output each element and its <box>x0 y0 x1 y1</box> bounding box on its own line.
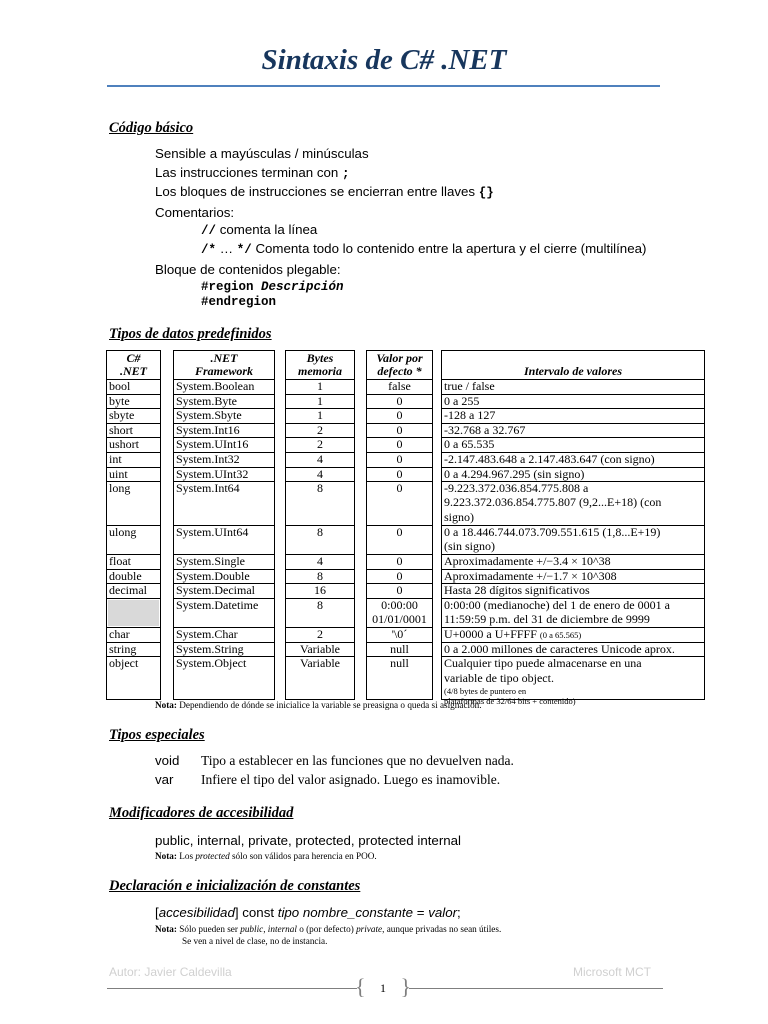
cell-range-line: 11:59:59 p.m. del 31 de diciembre de 9999 <box>444 612 650 627</box>
comment-dots: … <box>219 241 234 256</box>
cell-range-line: 9.223.372.036.854.775.807 (9,2...E+18) (con <box>444 495 662 510</box>
cell-default-value <box>367 467 432 481</box>
column-cs <box>106 350 161 700</box>
cell-framework-type: System.Byte <box>176 393 238 408</box>
basic-line-terminator-text: Las instrucciones terminan con <box>155 165 339 180</box>
cell-default-value-line: 0 <box>396 408 403 423</box>
cell-range-line <box>444 627 704 642</box>
cell-default-value <box>367 627 432 641</box>
const-accessibility: accesibilidad <box>158 905 235 920</box>
cell-cs-type: decimal <box>109 583 147 598</box>
cell-cs-type: uint <box>109 466 128 481</box>
cell-default-value-line: 01/01/0001 <box>372 612 427 627</box>
page-title: Sintaxis de C# .NET <box>261 44 507 76</box>
cell-range-line: -9.223.372.036.854.775.808 a <box>444 481 589 496</box>
cell-range-line: (sin signo) <box>444 539 495 554</box>
cell-framework-type: System.UInt32 <box>176 466 249 481</box>
cell-range <box>442 481 704 524</box>
cell-range-line: 0 a 65.535 <box>444 437 495 452</box>
cell-bytes: Variable <box>300 641 340 656</box>
cell-framework-type: System.Sbyte <box>176 408 242 423</box>
cell-default-value <box>367 525 432 539</box>
header-bytes-line1: Bytes <box>306 351 334 365</box>
header-bytes <box>286 351 354 380</box>
cell-default-value-line: 0 <box>396 452 403 466</box>
special-var-keyword: var <box>155 772 174 787</box>
region-description: Descripción <box>261 280 344 294</box>
cell-default-value-line: '\0´ <box>391 627 408 642</box>
cell-cs-type: ushort <box>109 437 139 452</box>
cell-framework-type: System.Boolean <box>176 379 255 393</box>
cell-framework-type: System.UInt16 <box>176 437 249 452</box>
cell-cs-type: char <box>109 627 130 642</box>
cell-range-small-line: (4/8 bytes de puntero en <box>444 685 527 696</box>
basic-line-region: Bloque de contenidos plegable: <box>155 262 341 277</box>
region-keyword: #region <box>201 280 254 294</box>
cell-default-value-line: 0 <box>396 437 403 452</box>
comment-multi-line <box>201 241 646 257</box>
footer-author: Autor: Javier Caldevilla <box>109 965 232 979</box>
page-number: 1 <box>380 981 386 995</box>
cell-default-value <box>367 598 432 627</box>
cell-default-value-line: 0 <box>396 583 403 598</box>
access-modifiers-list: public, internal, private, protected, protected internal <box>155 833 462 848</box>
const-note-public: public <box>240 924 264 934</box>
cell-default-value <box>367 452 432 466</box>
header-default-line1: Valor por <box>376 351 423 365</box>
cell-framework-type: System.Object <box>176 656 247 671</box>
const-note-comma: , <box>263 924 266 934</box>
heading-special: Tipos especiales <box>109 727 205 743</box>
cell-default-value-line: 0 <box>396 393 403 408</box>
basic-line-blocks-text: Los bloques de instrucciones se encierran entre llaves <box>155 184 476 199</box>
cell-cs-type: bool <box>109 379 131 393</box>
const-signature: tipo nombre_constante <box>277 905 414 920</box>
column-default <box>366 350 433 700</box>
cell-bytes: 4 <box>317 466 323 481</box>
cell-cs-type: float <box>109 554 131 569</box>
cell-default-value <box>367 379 432 393</box>
cell-bytes: 1 <box>317 393 323 408</box>
heading-consts: Declaración e inicialización de constantes <box>109 878 361 894</box>
row-divider <box>107 598 160 599</box>
page-bracket-right: } <box>400 974 411 999</box>
special-void-keyword: void <box>155 753 180 768</box>
comment-single-code: // <box>201 224 217 238</box>
basic-line-comments: Comentarios: <box>155 205 235 220</box>
braces-code: {} <box>478 186 494 200</box>
page-bracket-left: { <box>355 974 366 999</box>
column-framework <box>173 350 275 700</box>
region-end: #endregion <box>201 295 277 309</box>
special-void-text: Tipo a establecer en las funciones que no devuelven nada. <box>201 753 514 768</box>
cell-range <box>442 525 704 554</box>
cell-range-line: Aproximadamente +/−3.4 × 10^38 <box>444 554 611 569</box>
cell-bytes: 8 <box>317 481 323 496</box>
cell-range-line: Hasta 28 dígitos significativos <box>444 583 590 598</box>
cell-bytes: Variable <box>300 656 340 671</box>
cell-range-small-line: plataformas de 32/64 bits + contenido) <box>444 695 576 706</box>
const-syntax <box>155 905 461 920</box>
cell-range <box>442 394 704 408</box>
cell-range <box>442 467 704 481</box>
const-equals: = <box>416 905 425 920</box>
header-range: Intervalo de valores <box>524 364 622 378</box>
cell-range <box>442 423 704 437</box>
cell-framework-type: System.String <box>176 641 244 656</box>
cell-default-value <box>367 481 432 495</box>
cell-default-value-line: null <box>390 641 409 656</box>
cell-framework-type: System.Int16 <box>176 422 240 437</box>
page-number-box <box>357 976 409 1000</box>
cell-default-value <box>367 642 432 656</box>
cell-range <box>442 437 704 451</box>
const-rbracket: ] <box>234 905 239 920</box>
comment-single-line <box>201 222 317 238</box>
cell-framework-type: System.Decimal <box>176 583 255 598</box>
const-note-private: private <box>356 924 383 934</box>
cell-framework-type: System.Int32 <box>176 452 240 466</box>
cell-default-value-line: 0 <box>396 554 403 569</box>
basic-line-blocks <box>155 184 494 200</box>
cell-range-line: Cualquier tipo puede almacenarse en una <box>444 656 642 671</box>
comment-open-code: /* <box>201 243 217 257</box>
cell-range-line: 0 a 18.446.744.073.709.551.615 (1,8...E+19) <box>444 525 661 539</box>
special-var-text: Infiere el tipo del valor asignado. Luego es inamovible. <box>201 772 501 787</box>
cell-cs-type: sbyte <box>109 408 135 423</box>
cell-framework-type: System.Int64 <box>176 481 240 496</box>
cell-range <box>442 642 704 656</box>
cell-range-text: U+0000 a U+FFFF <box>444 627 537 642</box>
const-note-internal: internal <box>267 924 297 934</box>
access-note-em: protected <box>195 851 230 861</box>
const-note-line1 <box>155 924 501 934</box>
cell-cs-type: int <box>109 452 122 466</box>
const-semicolon: ; <box>457 905 461 920</box>
const-note-2: o (por defecto) <box>299 924 354 934</box>
cell-bytes: 1 <box>317 379 323 393</box>
title-divider <box>107 85 660 87</box>
cell-range-small-note <box>444 686 704 706</box>
cell-range-line: 0 a 255 <box>444 393 480 408</box>
cell-cs-type: double <box>109 568 142 583</box>
footer-org: Microsoft MCT <box>573 965 651 979</box>
cell-framework-type: System.Double <box>176 568 250 583</box>
column-bytes <box>285 350 355 700</box>
cell-bytes: 1 <box>317 408 323 423</box>
cell-default-value-line: 0 <box>396 525 403 539</box>
header-default-line2: defecto * <box>377 364 422 378</box>
cell-bytes: 16 <box>314 583 326 598</box>
const-keyword: const <box>242 905 275 920</box>
cell-range <box>442 598 704 627</box>
cell-range-line: signo) <box>444 509 474 524</box>
cell-range-small-note: (0 a 65.565) <box>539 630 582 641</box>
cell-bytes: 8 <box>317 525 323 539</box>
cell-default-value-line: 0 <box>396 568 403 583</box>
const-note-1: Sólo pueden ser <box>179 924 238 934</box>
cell-range-line: 0 a 4.294.967.295 (sin signo) <box>444 466 585 481</box>
cell-default-value <box>367 437 432 451</box>
heading-basic: Código básico <box>109 120 194 136</box>
const-note-line2: Se ven a nivel de clase, no de instancia. <box>182 936 328 946</box>
cell-range <box>442 408 704 422</box>
cell-cs-type: long <box>109 481 131 496</box>
cell-cs-type: object <box>109 656 139 671</box>
comment-multi-text: Comenta todo lo contenido entre la apertura y el cierre (multilínea) <box>255 241 647 256</box>
header-default <box>367 351 432 380</box>
const-value: valor <box>428 905 458 920</box>
cell-range-line: -2.147.483.648 a 2.147.483.647 (con signo) <box>444 452 655 466</box>
cell-default-value-line: null <box>390 656 409 671</box>
cell-range <box>442 569 704 583</box>
cell-default-value-line: 0 <box>396 466 403 481</box>
const-note-3: , aunque privadas no sean útiles. <box>382 924 502 934</box>
region-start <box>201 280 344 294</box>
cell-range-line: 0 a 2.000 millones de caracteres Unicode aprox. <box>444 641 675 656</box>
cell-bytes: 4 <box>317 452 323 466</box>
cell-default-value <box>367 569 432 583</box>
header-bytes-line2: memoria <box>298 364 342 378</box>
cell-range <box>442 379 704 393</box>
cell-default-value <box>367 554 432 568</box>
comment-single-text: comenta la línea <box>219 222 318 237</box>
cell-default-value-line: 0 <box>396 481 403 496</box>
cell-framework-type: System.Datetime <box>176 598 259 612</box>
cell-bytes: 2 <box>317 437 323 452</box>
basic-line-case: Sensible a mayúsculas / minúsculas <box>155 146 369 161</box>
cell-default-value <box>367 656 432 670</box>
access-note-b: sólo son válidos para herencia en POO. <box>231 851 377 861</box>
cell-default-value-line: 0:00:00 <box>381 598 418 612</box>
cell-cs-type: string <box>109 641 137 656</box>
cell-bytes: 8 <box>317 598 323 612</box>
header-cs-line1: C# <box>126 351 141 365</box>
access-note <box>155 851 377 861</box>
cell-default-value-line: false <box>388 379 411 393</box>
column-range <box>441 350 705 706</box>
cell-range <box>442 656 704 706</box>
cell-default-value <box>367 408 432 422</box>
cell-range-line: true / false <box>444 379 495 393</box>
cell-range-line: Aproximadamente +/−1.7 × 10^308 <box>444 568 617 583</box>
cell-range-line: -32.768 a 32.767 <box>444 422 526 437</box>
cell-cs-type: short <box>109 422 133 437</box>
cell-default-value <box>367 583 432 597</box>
cell-bytes: 8 <box>317 568 323 583</box>
semicolon-code: ; <box>342 167 350 181</box>
cell-default-value <box>367 423 432 437</box>
heading-access: Modificadores de accesibilidad <box>109 805 294 821</box>
cell-range-line: -128 a 127 <box>444 408 496 423</box>
cell-default-value <box>367 394 432 408</box>
cell-default-value-line: 0 <box>396 422 403 437</box>
empty-shaded-cell <box>108 600 159 626</box>
cell-cs-type: byte <box>109 393 130 408</box>
cell-range <box>442 627 704 642</box>
comment-close-code: */ <box>236 243 252 257</box>
cell-range <box>442 554 704 568</box>
const-lbracket: [ <box>155 905 159 920</box>
const-note-label: Nota: <box>155 924 177 934</box>
cell-framework-type: System.UInt64 <box>176 525 249 539</box>
cell-framework-type: System.Char <box>176 627 238 642</box>
cell-bytes: 2 <box>317 422 323 437</box>
access-note-a: Los <box>179 851 194 861</box>
heading-types: Tipos de datos predefinidos <box>109 326 272 342</box>
header-cs-line2: .NET <box>120 364 147 378</box>
basic-line-terminator <box>155 165 350 181</box>
types-note-text: Dependiendo de dónde se inicialice la variable se preasigna o queda si asignación. <box>179 700 482 710</box>
types-note-label: Nota: <box>155 700 177 710</box>
cell-range-line: 0:00:00 (medianoche) del 1 de enero de 0001 a <box>444 598 670 612</box>
types-note <box>155 700 482 710</box>
cell-framework-type: System.Single <box>176 554 246 569</box>
cell-cs-type: ulong <box>109 525 137 539</box>
header-framework <box>174 351 274 380</box>
header-cs <box>107 351 160 380</box>
cell-bytes: 4 <box>317 554 323 569</box>
header-framework-line2: Framework <box>194 364 253 378</box>
cell-range-line: variable de tipo object. <box>444 670 554 685</box>
cell-range <box>442 583 704 597</box>
cell-range <box>442 452 704 466</box>
cell-bytes: 2 <box>317 627 323 642</box>
header-framework-line1: .NET <box>210 351 238 365</box>
access-note-label: Nota: <box>155 851 177 861</box>
